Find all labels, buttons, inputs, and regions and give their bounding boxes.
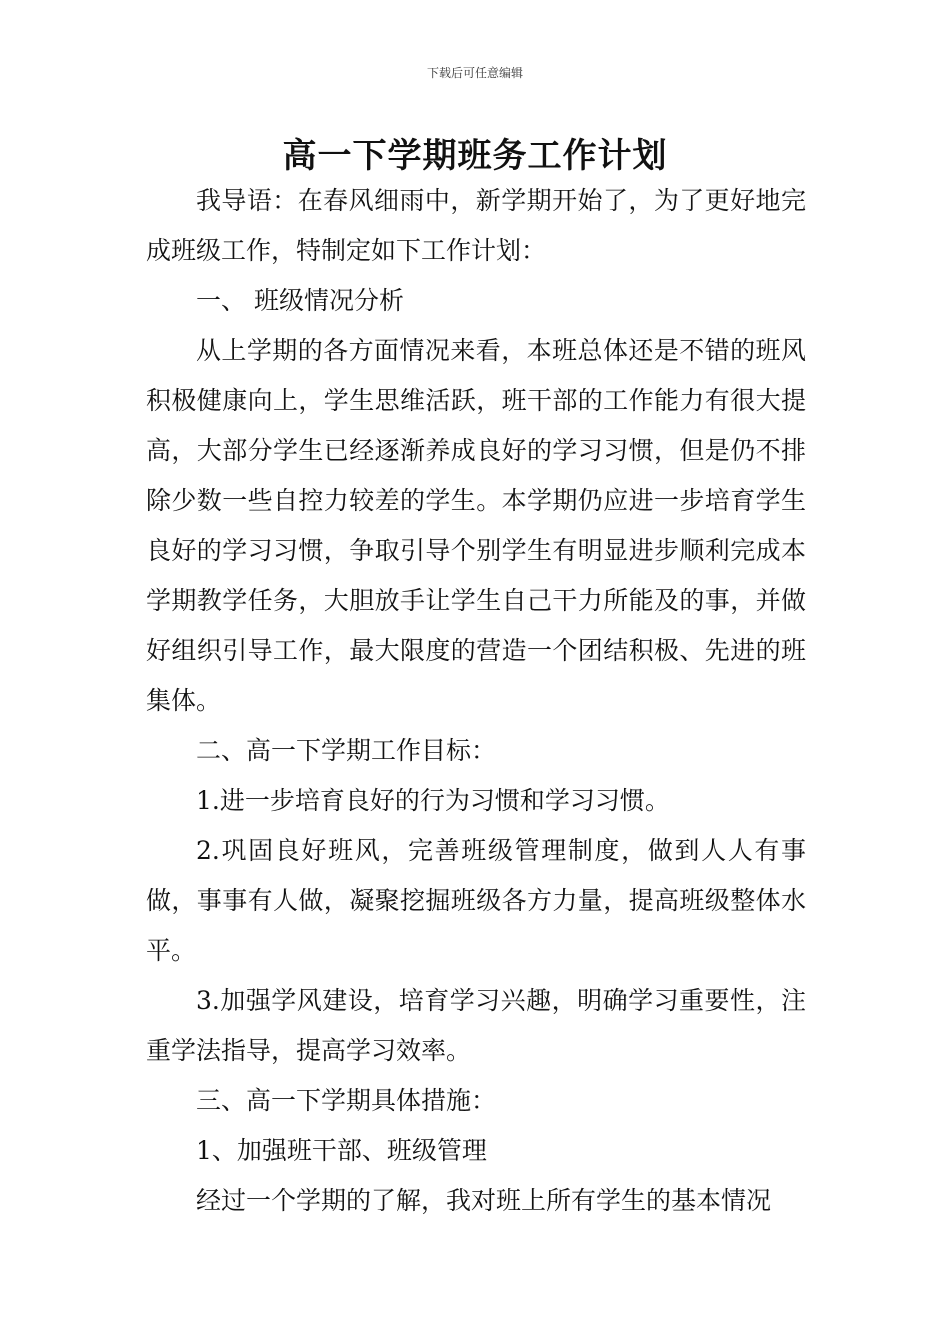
heading-work-goals: 二、高一下学期工作目标： (196, 736, 497, 765)
goal-item-1: 1.进一步培育良好的行为习惯和学习习惯。 (196, 786, 670, 815)
heading-specific-measures: 三、高一下学期具体措施： (196, 1086, 497, 1115)
goal-item-2: 2.巩固良好班风，完善班级管理制度，做到人人有事做，事事有人做，凝聚挖掘班级各方力量，提高班级整体水平。 (146, 836, 806, 965)
document-title: 高一下学期班务工作计划 (282, 136, 668, 176)
heading-class-analysis: 一、 班级情况分析 (196, 286, 404, 315)
header-note: 下载后可任意编辑 (426, 66, 523, 80)
measure-item-1: 1、加强班干部、班级管理 (196, 1136, 487, 1165)
document-body (146, 176, 806, 1226)
paragraph-measures-intro: 经过一个学期的了解，我对班上所有学生的基本情况 (196, 1186, 772, 1215)
paragraph-class-analysis: 从上学期的各方面情况来看，本班总体还是不错的班风积极健康向上，学生思维活跃，班干部的工作能力有很大提高，大部分学生已经逐渐养成良好的学习习惯，但是仍不排除少数一些自控力较差的学生。本学期仍应进一步培育学生良好的学习习惯，争取引导个别学生有明显进步顺利完成本学期教学任务，大胆放手让学生自己干力所能及的事，并做好组织引导工作，最大限度的营造一个团结积极、先进的班集体。 (146, 336, 806, 715)
goal-item-3: 3.加强学风建设，培育学习兴趣，明确学习重要性，注重学法指导，提高学习效率。 (146, 986, 806, 1065)
paragraph-intro: 我导语：在春风细雨中，新学期开始了，为了更好地完成班级工作，特制定如下工作计划： (146, 186, 806, 265)
